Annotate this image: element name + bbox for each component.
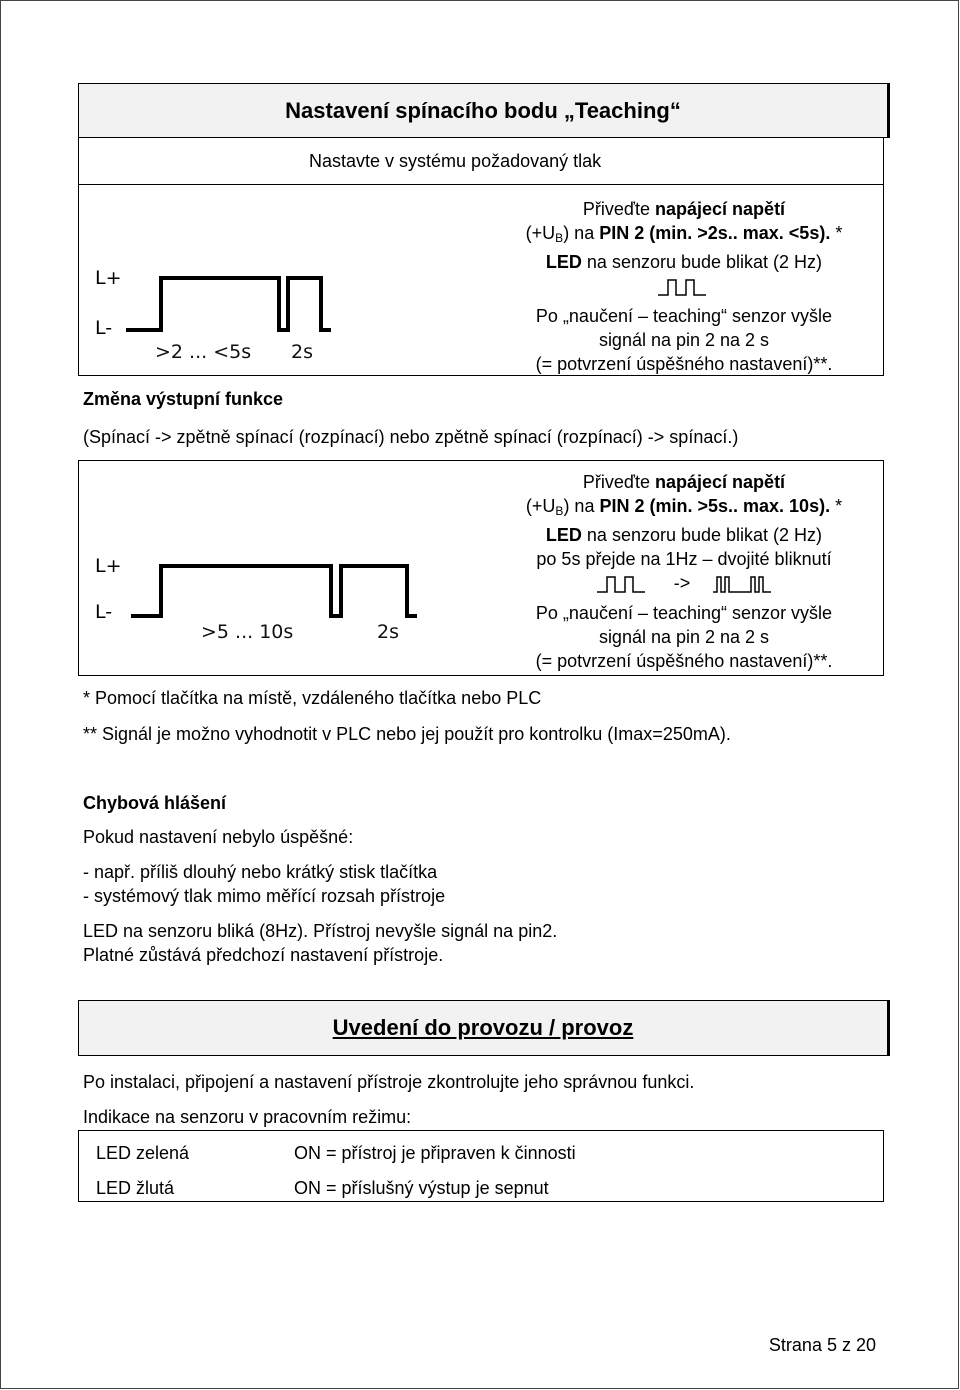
operation-title: Uvedení do provozu / provoz	[332, 1015, 634, 1040]
duration-label: >5 ... 10s	[201, 621, 294, 643]
duration-label: >2 ... <5s	[155, 341, 252, 363]
errors-heading: Chybová hlášení	[83, 793, 227, 813]
step1-l2-a: (+U	[525, 223, 556, 243]
operation-title-box	[78, 1000, 890, 1056]
signal-waveform-1	[126, 278, 331, 330]
l-minus-label: L-	[95, 317, 113, 339]
step2-l3-bold: LED	[545, 525, 582, 545]
errors-result-2: Platné zůstává předchozí nastavení přístroje.	[83, 945, 444, 965]
change-step-box	[78, 460, 884, 676]
signal-waveform-2	[131, 566, 417, 616]
teaching-title-box	[78, 83, 890, 138]
footnote-1: * Pomocí tlačítka na místě, vzdáleného tlačítka nebo PLC	[83, 688, 542, 708]
step1-l1-bold: napájecí napětí	[655, 199, 786, 219]
step2-l5: Po „naučení – teaching“ senzor vyšle	[535, 603, 833, 623]
step1-l2-sub: B	[555, 231, 564, 245]
step1-l2-bold: PIN 2 (min. >2s.. max. <5s).	[599, 223, 831, 243]
teaching-instruction: Nastavte v systému požadovaný tlak	[309, 151, 602, 171]
led-indication-table	[78, 1130, 884, 1202]
footnote-2: ** Signál je možno vyhodnotit v PLC nebo jej použít pro kontrolku (Imax=250mA).	[83, 724, 731, 744]
errors-item-1: - např. příliš dlouhý nebo krátký stisk tlačítka	[83, 862, 438, 882]
step2-l1-bold: napájecí napětí	[655, 472, 786, 492]
step1-l3-rest: na senzoru bude blikat (2 Hz)	[581, 252, 823, 272]
step1-l2-tail: *	[830, 223, 843, 243]
change-function-heading: Změna výstupní funkce	[83, 389, 284, 409]
teaching-title: Nastavení spínacího bodu „Teaching“	[285, 97, 681, 123]
step2-l2-bold: PIN 2 (min. >5s.. max. 10s).	[599, 496, 831, 516]
step1-l6: (= potvrzení úspěšného nastavení)**.	[535, 354, 833, 374]
errors-result-1: LED na senzoru bliká (8Hz). Přístroj nevyšle signál na pin2.	[83, 921, 558, 941]
blink-arrow: ->	[673, 573, 691, 593]
led-meaning: ON = příslušný výstup je sepnut	[294, 1178, 549, 1198]
led-name: LED zelená	[96, 1143, 190, 1163]
step1-l5: signál na pin 2 na 2 s	[598, 330, 770, 350]
confirm-label: 2s	[377, 621, 399, 643]
l-minus-label: L-	[95, 601, 113, 623]
operation-p1: Po instalaci, připojení a nastavení přístroje zkontrolujte jeho správnou funkci.	[83, 1072, 695, 1092]
teaching-step-box	[78, 184, 884, 376]
led-name: LED žlutá	[96, 1178, 175, 1198]
operation-p2: Indikace na senzoru v pracovním režimu:	[83, 1107, 412, 1127]
table-row	[78, 1130, 884, 1166]
table-row	[78, 1166, 884, 1202]
led-meaning: ON = přístroj je připraven k činnosti	[294, 1143, 576, 1163]
step2-l6: signál na pin 2 na 2 s	[598, 627, 770, 647]
change-function-desc: (Spínací -> zpětně spínací (rozpínací) nebo zpětně spínací (rozpínací) -> spínací.)	[83, 427, 739, 447]
teaching-instruction-box	[78, 137, 884, 185]
blink-1hz-double-icon	[711, 572, 775, 596]
step2-l7: (= potvrzení úspěšného nastavení)**.	[535, 651, 833, 671]
step2-l2-b: ) na	[563, 496, 600, 516]
step1-l1-pre: Přiveďte	[582, 199, 656, 219]
blink-2hz-icon	[654, 275, 714, 299]
step2-l2-sub: B	[555, 504, 564, 518]
change-step-text	[489, 470, 879, 673]
blink-2hz-icon	[593, 572, 653, 596]
confirm-label: 2s	[291, 341, 313, 363]
step2-l3-rest: na senzoru bude blikat (2 Hz)	[581, 525, 823, 545]
signal-diagram-1	[91, 190, 421, 370]
step1-l3-bold: LED	[545, 252, 582, 272]
step2-l1-pre: Přiveďte	[582, 472, 656, 492]
step2-l2-a: (+U	[525, 496, 556, 516]
step1-l2-b: ) na	[563, 223, 600, 243]
errors-intro: Pokud nastavení nebylo úspěšné:	[83, 827, 354, 847]
step2-l4: po 5s přejde na 1Hz – dvojité bliknutí	[536, 549, 832, 569]
blink-pattern-row	[489, 571, 879, 601]
l-plus-label: L+	[95, 267, 122, 289]
signal-diagram-2	[91, 466, 491, 666]
teaching-step-text	[489, 197, 879, 376]
l-plus-label: L+	[95, 555, 122, 577]
step1-l4: Po „naučení – teaching“ senzor vyšle	[535, 306, 833, 326]
page-number: Strana 5 z 20	[768, 1335, 876, 1355]
errors-item-2: - systémový tlak mimo měřící rozsah přístroje	[83, 886, 446, 906]
step2-l2-tail: *	[830, 496, 843, 516]
